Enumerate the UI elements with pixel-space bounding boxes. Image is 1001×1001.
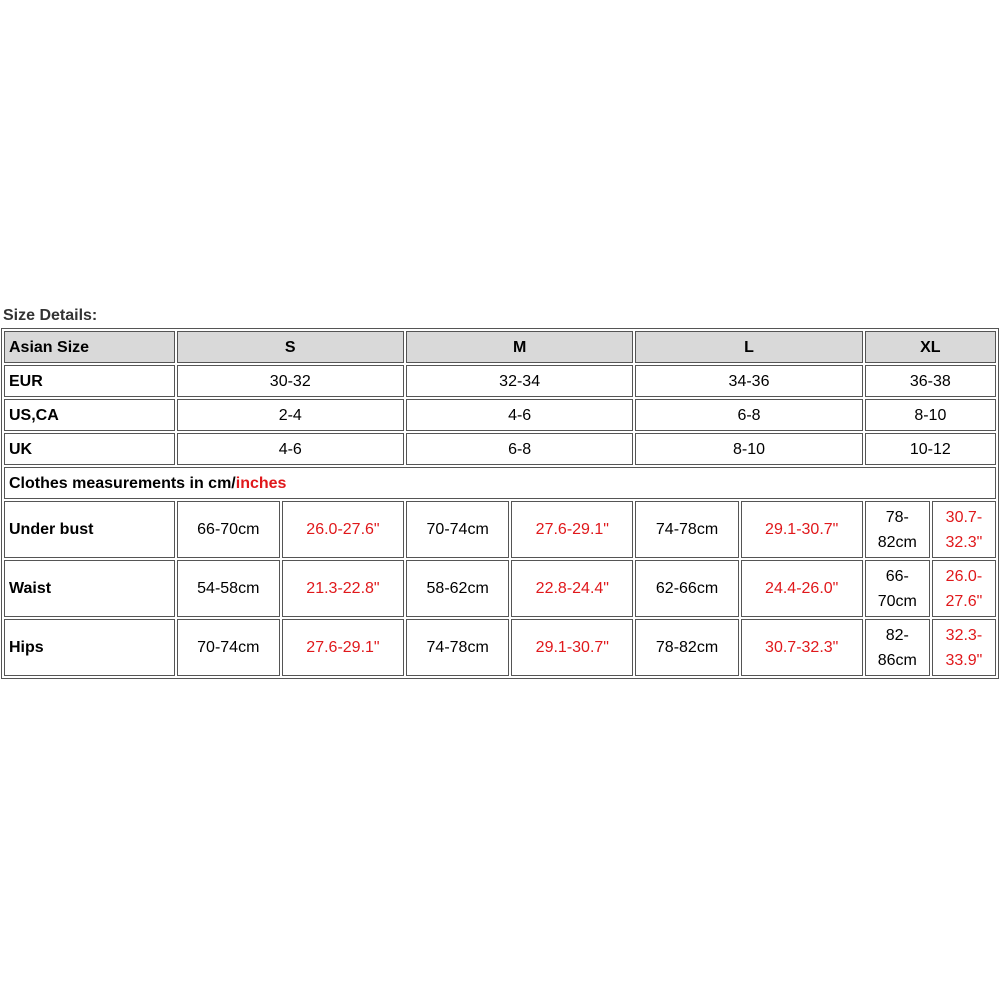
row-label: Under bust [4, 501, 175, 558]
size-l: L [635, 331, 862, 363]
size-m: M [406, 331, 633, 363]
row-label: Waist [4, 560, 175, 617]
row-label: EUR [4, 365, 175, 397]
size-xl: XL [865, 331, 996, 363]
table-cell: 6-8 [406, 433, 633, 465]
header-row [4, 331, 996, 363]
table-cell: 34-36 [635, 365, 862, 397]
size-details [2, 306, 1000, 679]
cm-cell: 74-78cm [635, 501, 738, 558]
cm-cell: 62-66cm [635, 560, 738, 617]
table-cell: 2-4 [177, 399, 404, 431]
row-label: Hips [4, 619, 175, 676]
table-row-hips [4, 619, 996, 676]
table-row-eur [4, 365, 996, 397]
cm-cell: 74-78cm [406, 619, 509, 676]
table-cell: 30-32 [177, 365, 404, 397]
table-row-under-bust [4, 501, 996, 558]
size-table [1, 328, 999, 679]
table-cell: 4-6 [177, 433, 404, 465]
inch-cell: 27.6-29.1" [511, 501, 633, 558]
inch-cell: 21.3-22.8" [282, 560, 404, 617]
cm-cell: 70-74cm [177, 619, 280, 676]
inch-cell: 24.4-26.0" [741, 560, 863, 617]
row-label: UK [4, 433, 175, 465]
cm-cell: 82-86cm [865, 619, 930, 676]
table-cell: 32-34 [406, 365, 633, 397]
cm-cell: 66-70cm [177, 501, 280, 558]
page-title: Size Details: [3, 307, 98, 324]
size-s: S [177, 331, 404, 363]
cm-cell: 78-82cm [635, 619, 738, 676]
table-row-waist [4, 560, 996, 617]
row-label: US,CA [4, 399, 175, 431]
inch-cell: 22.8-24.4" [511, 560, 633, 617]
table-cell: 6-8 [635, 399, 862, 431]
table-cell: 8-10 [635, 433, 862, 465]
table-row-us-ca [4, 399, 996, 431]
inch-cell: 26.0-27.6" [282, 501, 404, 558]
header-label: Asian Size [4, 331, 175, 363]
inch-cell: 27.6-29.1" [282, 619, 404, 676]
cm-cell: 58-62cm [406, 560, 509, 617]
table-cell: 36-38 [865, 365, 996, 397]
inch-cell: 26.0-27.6" [932, 560, 996, 617]
inch-cell: 29.1-30.7" [741, 501, 863, 558]
table-cell: 4-6 [406, 399, 633, 431]
inch-cell: 30.7-32.3" [932, 501, 996, 558]
cm-cell: 54-58cm [177, 560, 280, 617]
table-row-uk [4, 433, 996, 465]
inch-cell: 29.1-30.7" [511, 619, 633, 676]
table-cell: 8-10 [865, 399, 996, 431]
inch-cell: 30.7-32.3" [741, 619, 863, 676]
cm-cell: 78-82cm [865, 501, 930, 558]
note-prefix: Clothes measurements in cm/ [9, 474, 236, 492]
cm-cell: 66-70cm [865, 560, 930, 617]
note-highlight: inches [235, 474, 287, 492]
cm-cell: 70-74cm [406, 501, 509, 558]
measurement-note [4, 467, 996, 499]
inch-cell: 32.3-33.9" [932, 619, 996, 676]
measurement-note-row [4, 467, 996, 499]
table-cell: 10-12 [865, 433, 996, 465]
